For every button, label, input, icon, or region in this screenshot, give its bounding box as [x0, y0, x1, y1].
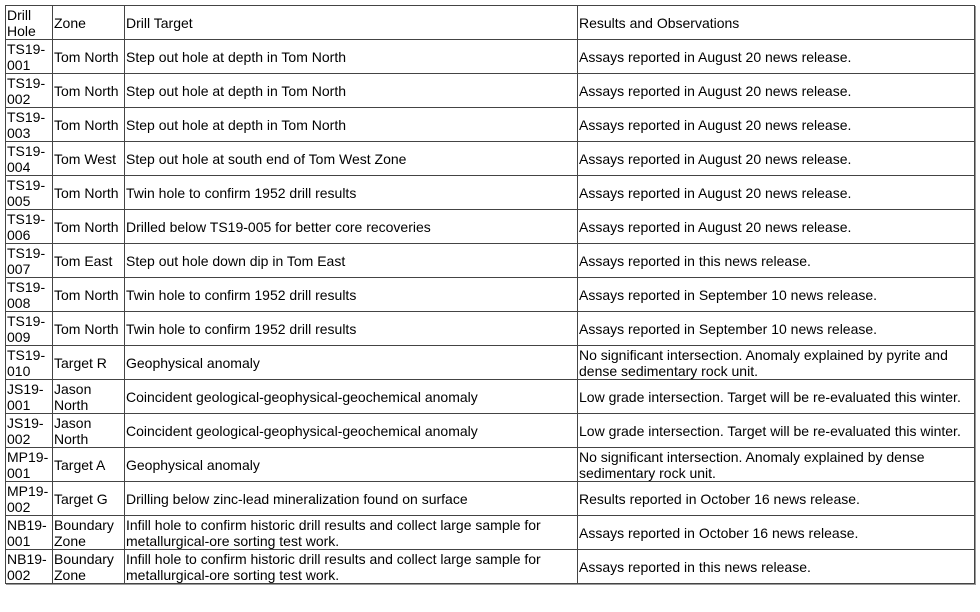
cell-drill-target: Infill hole to confirm historic drill results and collect large sample for metallurgical-ore sorting test work. [125, 516, 578, 550]
table-row [6, 108, 975, 142]
cell-drill-hole: MP19-002 [6, 482, 53, 516]
cell-drill-target: Step out hole at south end of Tom West Zone [125, 142, 578, 176]
cell-zone: Tom North [53, 40, 125, 74]
cell-results: Assays reported in August 20 news release. [578, 176, 975, 210]
table-row [6, 244, 975, 278]
table-row [6, 74, 975, 108]
cell-drill-hole: TS19-001 [6, 40, 53, 74]
cell-results: Assays reported in October 16 news release. [578, 516, 975, 550]
cell-drill-hole: NB19-002 [6, 550, 53, 584]
cell-results: Assays reported in this news release. [578, 244, 975, 278]
header-row [6, 6, 975, 40]
cell-drill-hole: TS19-004 [6, 142, 53, 176]
cell-drill-hole: JS19-001 [6, 380, 53, 414]
cell-results: Assays reported in September 10 news release. [578, 278, 975, 312]
table-row [6, 516, 975, 550]
cell-results: Assays reported in this news release. [578, 550, 975, 584]
header-drill-hole: Drill Hole [6, 6, 53, 40]
cell-drill-hole: MP19-001 [6, 448, 53, 482]
cell-zone: Tom West [53, 142, 125, 176]
cell-zone: Tom North [53, 312, 125, 346]
cell-zone: Tom North [53, 74, 125, 108]
table-row [6, 142, 975, 176]
cell-drill-target: Step out hole at depth in Tom North [125, 40, 578, 74]
cell-drill-hole: NB19-001 [6, 516, 53, 550]
cell-drill-target: Coincident geological-geophysical-geochemical anomaly [125, 380, 578, 414]
table-row [6, 346, 975, 380]
header-results: Results and Observations [578, 6, 975, 40]
cell-drill-hole: TS19-005 [6, 176, 53, 210]
cell-results: Results reported in October 16 news release. [578, 482, 975, 516]
cell-results: Low grade intersection. Target will be re-evaluated this winter. [578, 414, 975, 448]
cell-zone: Tom North [53, 278, 125, 312]
cell-drill-target: Step out hole down dip in Tom East [125, 244, 578, 278]
cell-drill-hole: TS19-009 [6, 312, 53, 346]
table-row [6, 278, 975, 312]
cell-drill-hole: TS19-007 [6, 244, 53, 278]
table-row [6, 482, 975, 516]
cell-results: Assays reported in August 20 news release. [578, 40, 975, 74]
cell-drill-hole: TS19-003 [6, 108, 53, 142]
cell-zone: Boundary Zone [53, 550, 125, 584]
header-drill-target: Drill Target [125, 6, 578, 40]
cell-zone: Jason North [53, 414, 125, 448]
cell-zone: Tom North [53, 210, 125, 244]
cell-drill-target: Twin hole to confirm 1952 drill results [125, 278, 578, 312]
table-row [6, 414, 975, 448]
cell-zone: Boundary Zone [53, 516, 125, 550]
cell-zone: Target G [53, 482, 125, 516]
cell-drill-hole: TS19-002 [6, 74, 53, 108]
table-row [6, 448, 975, 482]
cell-drill-target: Drilled below TS19-005 for better core recoveries [125, 210, 578, 244]
table-row [6, 210, 975, 244]
cell-drill-hole: TS19-008 [6, 278, 53, 312]
cell-drill-target: Twin hole to confirm 1952 drill results [125, 176, 578, 210]
cell-zone: Jason North [53, 380, 125, 414]
cell-zone: Tom East [53, 244, 125, 278]
cell-results: Assays reported in September 10 news release. [578, 312, 975, 346]
cell-results: No significant intersection. Anomaly explained by dense sedimentary rock unit. [578, 448, 975, 482]
table-row [6, 312, 975, 346]
cell-drill-target: Twin hole to confirm 1952 drill results [125, 312, 578, 346]
cell-zone: Tom North [53, 176, 125, 210]
cell-results: Assays reported in August 20 news release. [578, 74, 975, 108]
table-row [6, 550, 975, 584]
cell-drill-hole: TS19-010 [6, 346, 53, 380]
cell-drill-hole: JS19-002 [6, 414, 53, 448]
cell-results: No significant intersection. Anomaly explained by pyrite and dense sedimentary rock unit. [578, 346, 975, 380]
cell-drill-target: Step out hole at depth in Tom North [125, 74, 578, 108]
drill-results-table [5, 5, 975, 584]
cell-results: Assays reported in August 20 news release. [578, 210, 975, 244]
cell-zone: Target A [53, 448, 125, 482]
cell-drill-target: Geophysical anomaly [125, 346, 578, 380]
cell-zone: Target R [53, 346, 125, 380]
cell-drill-target: Infill hole to confirm historic drill results and collect large sample for metallurgical-ore sorting test work. [125, 550, 578, 584]
cell-drill-target: Step out hole at depth in Tom North [125, 108, 578, 142]
table-row [6, 40, 975, 74]
header-zone: Zone [53, 6, 125, 40]
cell-drill-target: Coincident geological-geophysical-geochemical anomaly [125, 414, 578, 448]
cell-drill-target: Drilling below zinc-lead mineralization found on surface [125, 482, 578, 516]
table-row [6, 176, 975, 210]
cell-drill-target: Geophysical anomaly [125, 448, 578, 482]
cell-zone: Tom North [53, 108, 125, 142]
cell-results: Assays reported in August 20 news release. [578, 108, 975, 142]
table-row [6, 380, 975, 414]
cell-results: Assays reported in August 20 news release. [578, 142, 975, 176]
cell-drill-hole: TS19-006 [6, 210, 53, 244]
cell-results: Low grade intersection. Target will be re-evaluated this winter. [578, 380, 975, 414]
